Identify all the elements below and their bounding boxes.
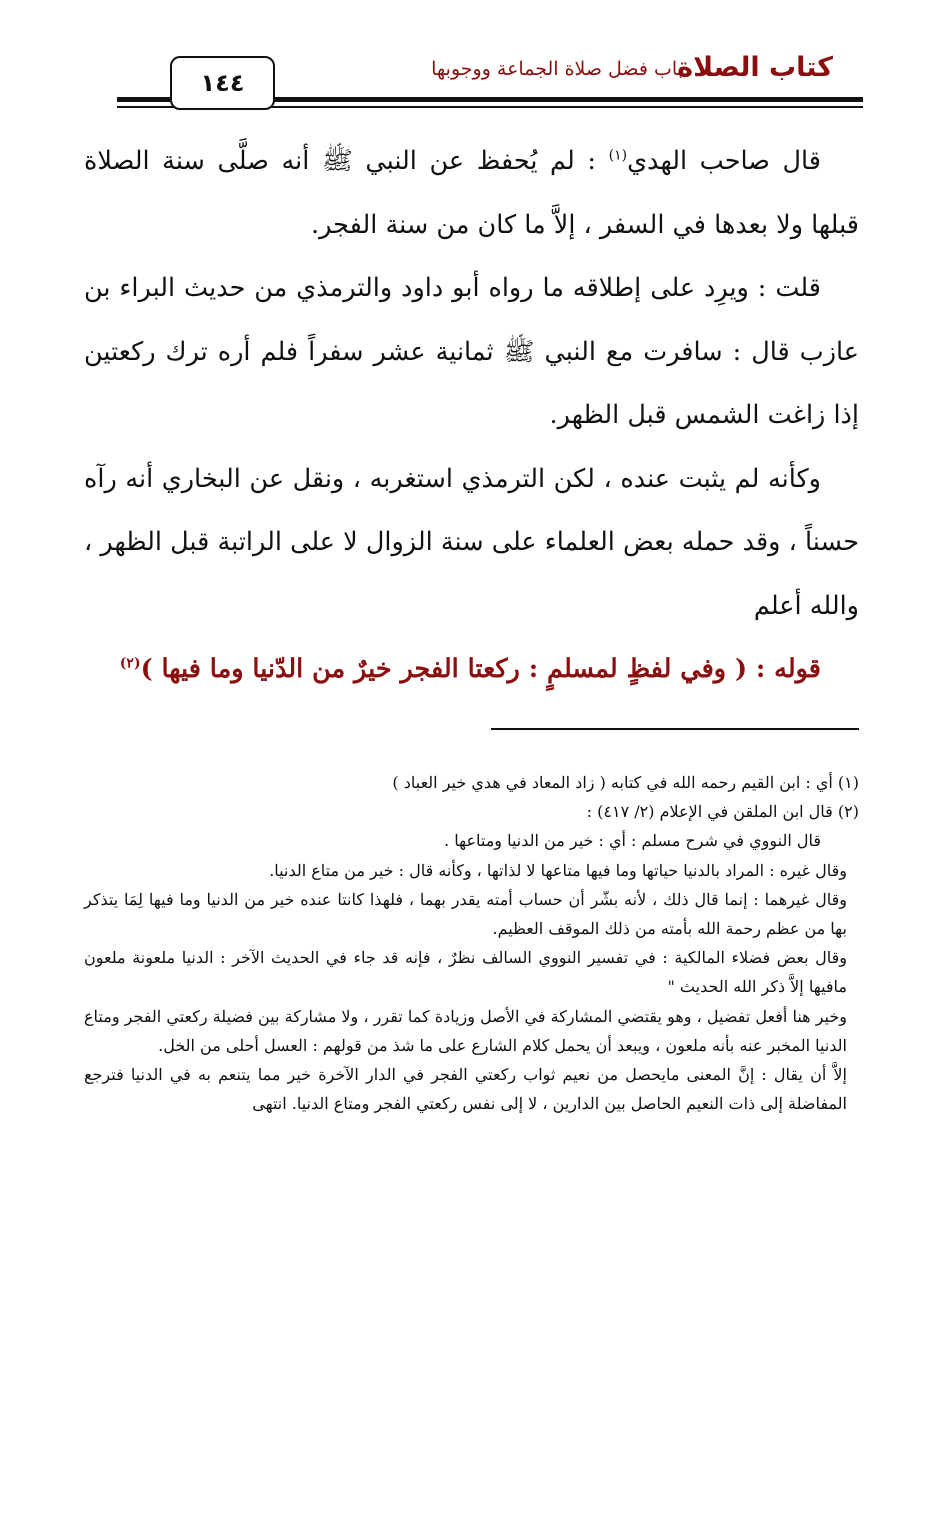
footnote-2-line: إلاَّ أن يقال : إنَّ المعنى مايحصل من نعيم ثواب ركعتي الفجر في الدار الآخرة خير مما يتنعم به في الدنيا فترجع المفاضلة إلى ذات النعيم الحاصل بين الدارين ، لا إلى نفس ركعتي الفجر ومتاع الدنيا. انتهى xyxy=(84,1065,847,1114)
paragraph-2: قلت : ويرِد على إطلاقه ما رواه أبو داود والترمذي من حديث البراء بن عازب قال : سافرت مع النبي ﷺ ثمانية عشر سفراً فلم أره ترك ركعتين إذا زاغت الشمس قبل الظهر. xyxy=(84,273,859,430)
footnote-separator xyxy=(491,728,859,730)
paragraph-3: وكأنه لم يثبت عنده ، لكن الترمذي استغربه ، ونقل عن البخاري أنه رآه حسناً ، وقد حمله بعض العلماء على سنة الزوال لا على الراتبة قبل الظهر ، والله أعلم xyxy=(84,463,859,621)
footnote-ref-1: (١) xyxy=(608,147,628,164)
chapter-title: باب فضل صلاة الجماعة ووجوبها xyxy=(431,58,683,80)
hadith-quote xyxy=(84,638,859,702)
page-number-box xyxy=(170,56,275,110)
footnote-2-line: وقال بعض فضلاء المالكية : في تفسير النووي السالف نظرٌ ، فإنه قد جاء في الحديث الآخر : الدنيا ملعونة ملعون مافيها إلاَّ ذكر الله الحديث " xyxy=(84,948,847,997)
footnote-2: (٢) قال ابن الملقن في الإعلام (٢/ ٤١٧) : xyxy=(586,802,859,822)
footnote-ref-2: (٢) xyxy=(119,655,141,672)
footnote-1: (١) أي : ابن القيم رحمه الله في كتابه ( زاد المعاد في هدي خير العباد ) xyxy=(392,773,859,792)
paragraph-1-end: : لم يُحفظ عن النبي ﷺ أنه صلَّى سنة الصلاة قبلها ولا بعدها في السفر ، إلاَّ ما كان من سنة الفجر. xyxy=(84,146,859,240)
hadith-quote-text: قوله : ( وفي لفظٍ لمسلمٍ : ركعتا الفجر خيرٌ من الدّنيا وما فيها ) xyxy=(140,654,821,684)
footnote-2-line: وخير هنا أفعل تفضيل ، وهو يقتضي المشاركة في الأصل وزيادة كما تقرر ، ولا مشاركة بين فضيلة ركعتي الفجر ومتاع الدنيا المخبر عنه بأنه ملعون ، ويبعد أن يحمل كلام الشارع على ما شذ من قولهم : العسل أحلى من الخل. xyxy=(84,1006,847,1055)
book-title: كتاب الصلاة xyxy=(677,52,833,83)
footnotes xyxy=(84,768,859,1118)
page-header xyxy=(0,0,945,120)
paragraph-1 xyxy=(84,130,859,257)
page-number: ١٤٤ xyxy=(200,69,245,97)
main-text xyxy=(84,130,859,702)
footnote-2-line: قال النووي في شرح مسلم : أي : خير من الدنيا ومتاعها . xyxy=(444,831,821,851)
paragraph-1-start: قال صاحب الهدي xyxy=(627,146,821,176)
footnote-2-line: وقال غيره : المراد بالدنيا حياتها وما فيها متاعها لا لذاتها ، وكأنه قال : خير من متاع الدنيا. xyxy=(269,860,847,880)
footnote-2-line: وقال غيرهما : إنما قال ذلك ، لأنه بشّر أن حساب أمته يقدر بهما ، فلهذا كانتا عنده خير من الدنيا وما فيها لِمَا يتذكر بها من عظم رحمة الله بأمته من ذلك الموقف العظيم. xyxy=(84,889,847,939)
